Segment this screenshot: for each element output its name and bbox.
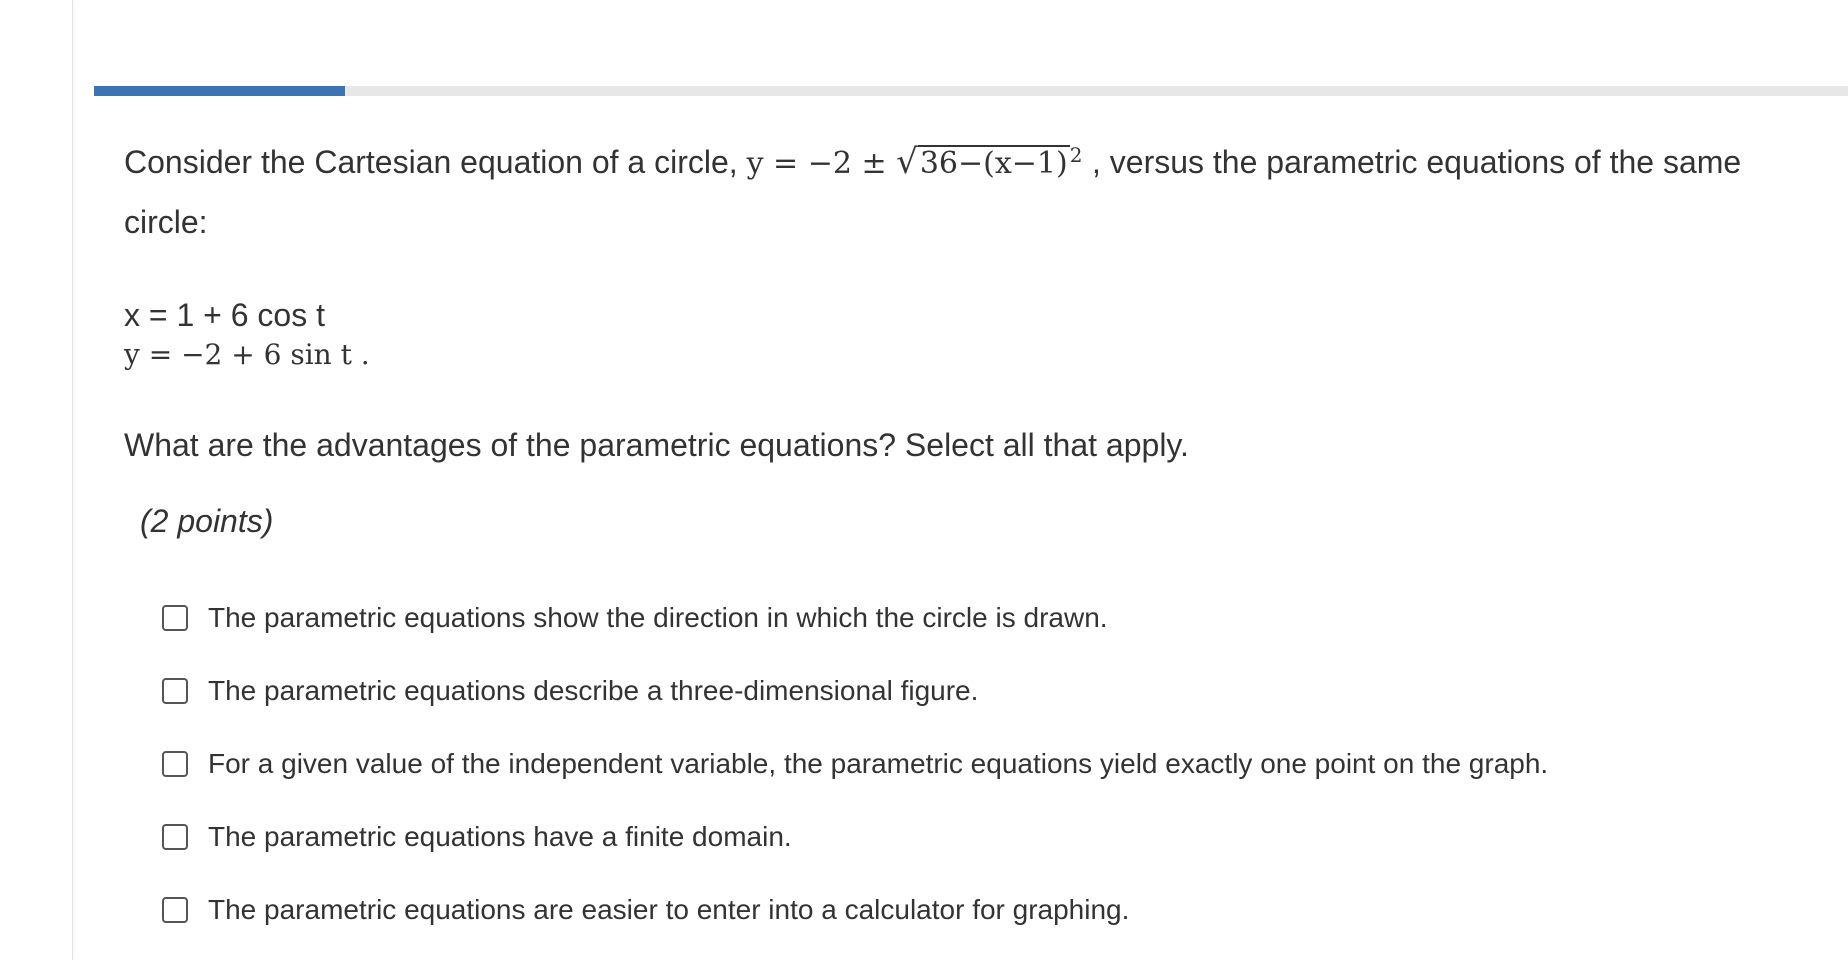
option-label: The parametric equations have a finite domain. [208,820,792,852]
answer-option-5[interactable] [162,873,1814,946]
checkbox[interactable] [162,751,188,777]
cartesian-equation [746,142,1092,182]
points-label: (2 points) [140,503,274,539]
sqrt-icon: √ [896,142,918,182]
option-label: The parametric equations are easier to enter into a calculator for graphing. [208,893,1130,925]
answer-option-2[interactable] [162,654,1814,727]
checkbox[interactable] [162,605,188,631]
answer-option-4[interactable] [162,800,1814,873]
cartesian-lhs: y = −2 ± [746,146,897,181]
param-y: y = −2 + 6 sin t . [124,338,370,371]
parametric-equations [124,295,1814,375]
checkbox[interactable] [162,678,188,704]
progress-bar [94,86,1848,96]
question-intro [124,126,1814,251]
intro-after: , versus the parametric equations of the same circle: [124,144,1742,240]
left-rail [0,0,73,960]
option-label: The parametric equations show the direction in which the circle is drawn. [208,601,1108,633]
exponent: 2 [1069,143,1083,167]
answer-option-1[interactable] [162,581,1814,654]
question-content [124,126,1814,946]
progress-fill [94,86,345,96]
answer-option-3[interactable] [162,727,1814,800]
answer-options [162,581,1814,946]
param-x: x = 1 + 6 cos t [124,297,325,333]
question-prompt: What are the advantages of the parametric equations? Select all that apply. [124,427,1189,463]
option-label: For a given value of the independent variable, the parametric equations yield exactly one point on the graph. [208,747,1549,779]
option-label: The parametric equations describe a three-dimensional figure. [208,674,979,706]
intro-before: Consider the Cartesian equation of a circle, [124,144,738,180]
checkbox[interactable] [162,824,188,850]
radicand: 36−(x−1) [919,146,1068,181]
checkbox[interactable] [162,897,188,923]
